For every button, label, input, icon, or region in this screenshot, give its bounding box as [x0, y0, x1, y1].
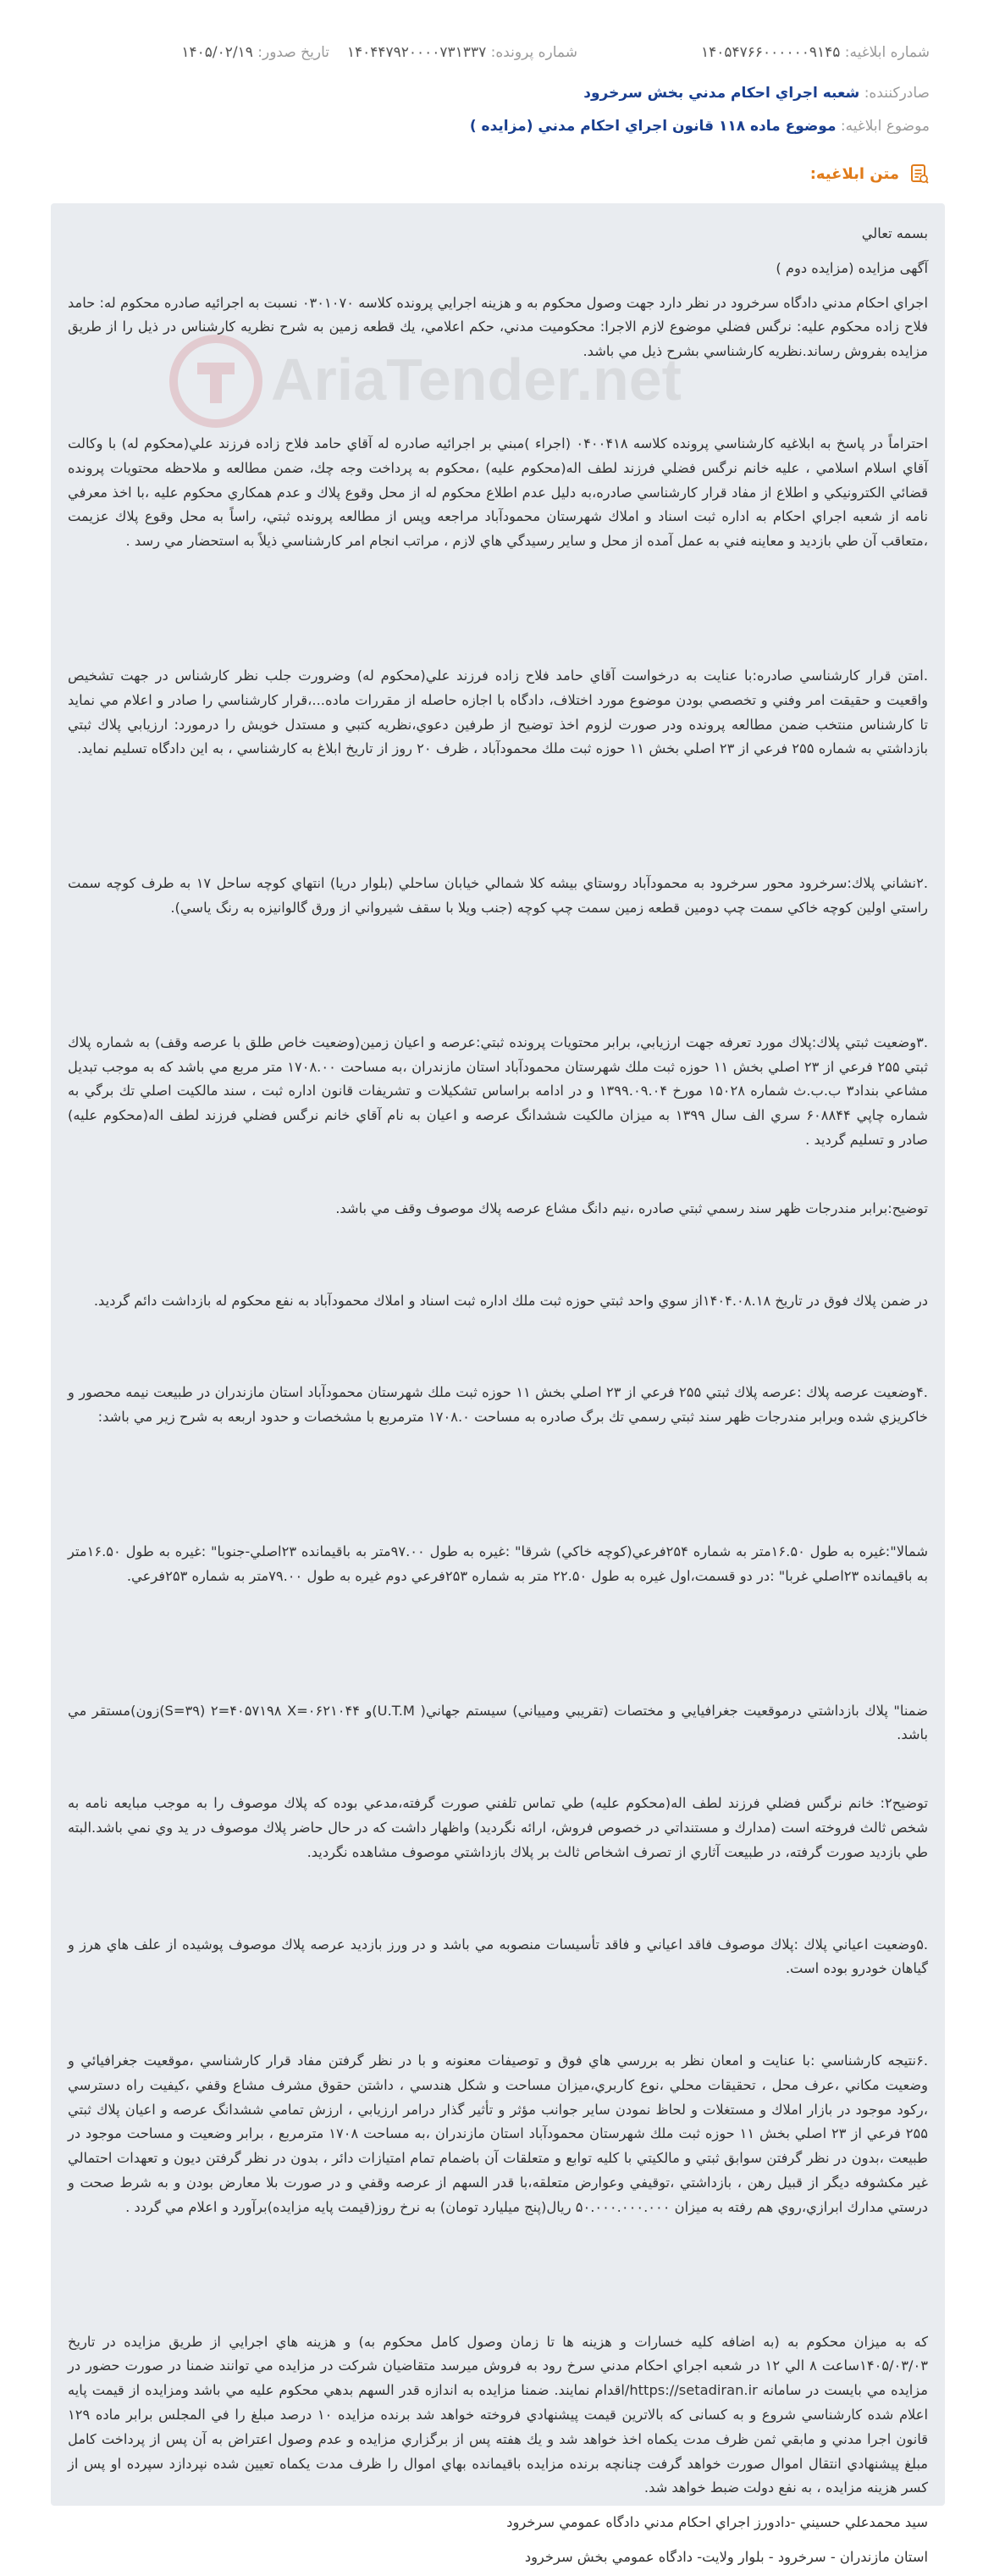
case-number — [347, 44, 577, 61]
case-number-value: ۱۴۰۴۴۷۹۲۰۰۰۰۷۳۱۳۳۷ — [346, 44, 487, 61]
notice-body-text — [68, 222, 928, 2570]
notice-meta-row — [0, 44, 994, 69]
paragraph-signature: سيد محمدعلي حسيني -دادورز اجراي احكام مدني دادگاه عمومي سرخرود — [506, 2514, 928, 2531]
subject-value: موضوع ماده ۱۱۸ قانون اجراي احكام مدني (مزايده ) — [469, 118, 837, 135]
sender-row — [583, 85, 930, 102]
subject-row — [470, 118, 930, 135]
paragraph-auction-title: آگهی مزایده (مزایده دوم ) — [776, 259, 928, 276]
subject-label: موضوع ابلاغیه: — [840, 118, 930, 135]
paragraph-address: .۲نشاني پلاك:سرخرود محور سرخرود به محمودآباد روستاي بيشه كلا شمالي خيابان ساحلي (بلوار دريا) انتهاي كوچه ساحل ۱۷ به طرف كوچه سمت راستي اولين كوچه خاكي سمت چپ دومين قطعه زمين سمت چپ كوچه (جنب ويلا با سقف شيرواني از ورق گالوانيزه به رنگ ياسي). — [68, 875, 928, 916]
paragraph-expert-reply: احتراماً در پاسخ به ابلاغيه كارشناسي پرونده كلاسه ۰۴۰۰۴۱۸ (اجراء )مبني بر اجرائيه صادره له آقاي حامد فلاح زاده فرزند علي(محكوم له) با وكالت آقاي اسلام اسلامي ، عليه خانم نرگس فضلي فرزند لطف اله(محكوم عليه) ،محكوم به پرداخت وجه چك، ضمن مطالعه و ملاحظه محتويات پرونده قضائي الكترونيكي و اطلاع از مفاد قرار كارشناسي صادره،به دليل عدم اطلاع محكوم له از محل وقوع پلاك و عدم همكاري محكوم عليه ،با اخذ معرفي نامه از شعبه اجراي احكام به اداره ثبت اسناد و املاك شهرستان محمودآباد مراجعه وپس از مطالعه پرونده ثبتي، راساً به محل وقوع پلاك عزيمت ،متعاقب آن طي بازديد و معاينه فني به عمل آمده از محل و ساير رسيدگي هاي لازم ، مراتب انجام امر كارشناسي ذيلاً به استحضار مي رسد . — [68, 435, 928, 550]
notice-body-box — [51, 203, 945, 2566]
issue-date-value: ۱۴۰۵/۰۲/۱۹ — [181, 44, 253, 61]
paragraph-intro: اجراي احكام مدني دادگاه سرخرود در نظر دارد جهت وصول محكوم به و هزينه اجرايي پرونده كلاسه ۰۳۰۱۰۷۰ نسبت به اجرائيه صادره محكوم له: حامد فلاح زاده محكوم عليه: نرگس فضلي موضوع لازم الاجرا: محكوميت مدني، حكم اعلامي، يك قطعه زمين به شرح نظريه كارشناس در ذيل را از طريق مزايده بفروش رساند.نظريه كارشناسي بشرح ذيل مي باشد. — [68, 294, 929, 360]
paragraph-buildings: .۵وضعيت اعياني پلاك :پلاك موصوف فاقد اعياني و فاقد تأسيسات منصوبه مي باشد و در ورز بازديد عرصه پلاك موصوف پوشيده از علف هاي هرز و گياهان خودرو بوده است. — [68, 1936, 928, 1977]
notice-number-label: شماره ابلاغیه: — [844, 44, 930, 61]
paragraph-note-2: توضيح۲: خانم نرگس فضلي فرزند لطف اله(محكوم عليه) طي تماس تلفني صورت گرفته،مدعي بوده كه پلاك موصوف را به موجب مبايعه نامه به شخص ثالث فروخته است (مدارك و مستنداتي در خصوص فروش، ارائه نگرديد) واظهار داشت كه در حال حاضر پلاك موصوف در يد وي نمي باشد.البته طي بازديد صورت گرفته، در طبيعت آثاري از تصرف اشخاص ثالث بر پلاك بازداشتي موصوف مشاهده نگرديد. — [68, 1795, 928, 1860]
paragraph-court-address: استان مازندران - سرخرود - بلوار ولايت- دادگاه عمومي بخش سرخرود — [524, 2549, 928, 2566]
paragraph-note-1: توضيح:برابر مندرجات ظهر سند رسمي ثبتي صادره ،نيم دانگ مشاع عرصه پلاك موصوف وقف مي باشد. — [335, 1199, 928, 1216]
paragraph-land-status: .۴وضعيت عرصه پلاك :عرصه پلاك ثبتي ۲۵۵ فرعي از ۲۳ اصلي بخش ۱۱ حوزه ثبت ملك شهرستان محمودآباد استان مازندران در طبيعت نيمه محصور و خاكريزي شده وبرابر مندرجات ظهر سند ثبتي رسمي تك برگ صادره به مساحت ۱۷۰۸.۰ مترمربع با مشخصات و حدود اربعه به شرح زير مي باشد: — [68, 1384, 928, 1426]
paragraph-order-text: .امتن قرار كارشناسي صادره:با عنايت به درخواست آقاي حامد فلاح زاده فرزند علي(محكوم له) وضرورت جلب نظر كارشناس در جهت تشخيص واقعيت و حقيقت امر وفني و تخصصي بودن موضوع مورد اختلاف، دادگاه با اجازه حاصله از مقررات ماده...،قرار كارشناسي را صادر و اعلام مي نمايد تا كارشناس منتخب ضمن مطالعه پرونده ودر صورت لزوم اخذ توضيح از طرفين دعوي،نظريه كتبي و مستدل خويش را درمورد: ارزيابي پلاك ثبتي بازداشتي به شماره ۲۵۵ فرعي از ۲۳ اصلي بخش ۱۱ حوزه ثبت ملك محمودآباد ، ظرف ۲۰ روز از تاريخ ابلاغ به كارشناسي ، به اين دادگاه تسليم نمايد. — [68, 667, 928, 757]
paragraph-coordinates: ضمنا" پلاك بازداشتي درموقعيت جغرافيايي و مختصات (تقريبي وميياني) سيستم جهاني( U.T.M)و S=۳۹) ۲=۴۰۵۷۱۹۸ X=۰۶۲۱۰۴۴)زون)مستقر مي باشد. — [68, 1702, 928, 1743]
paragraph-auction-terms: كه به ميزان محكوم به (به اضافه كليه خسارات و هزينه ها تا زمان وصول كامل محكوم به) و هزينه هاي اجرايي از طريق مزايده در تاريخ ۱۴۰۵/۰۳/۰۳ساعت ۸ الي ۱۲ در شعبه اجراي احكام مدني سرخ رود به فروش ميرسد متقاضيان شركت در مزايده مي توانند ضمنا در صورت حضور در مزايده مي بايست در سامانه https://setadiran.ir/اقدام نمايند. ضمنا مزايده به اندازه قدر السهم بدهي محكوم عليه مي باشد ومزايده از قيمت پايه اعلام شده كارشناسي شروع و به كسانی كه بالاترين قيمت پيشنهادي فروخته خواهد شد برنده مزايده ۱۰ درصد مبلغ را في المجلس برابر ماده ۱۲۹ قانون اجرا مدني و مابقي ثمن ظرف مدت يكماه اخذ خواهد شد و يك هفته پس از برگزاري مزايده و عدم وصول اعتراض به آن پس از پرداخت كامل مبلغ پيشنهادي انتقال اموال صورت خواهد گرفت چنانچه برنده مزايده باقيمانده بهاي اموال را ظرف مدت يكماه تعيين شده نپردازد سپرده او پس از كسر هزينه مزايده ، به نفع دولت ضبط خواهد شد. — [68, 2333, 929, 2496]
paragraph-registration: .۳وضعيت ثبتي پلاك:پلاك مورد تعرفه جهت ارزيابي، برابر محتويات پرونده ثبتي:عرصه و اعيان زمين(وضعيت خاص طلق با عرصه وقف) به شماره پلاك ثبتي ۲۵۵ فرعي از ۲۳ اصلي بخش ۱۱ حوزه ثبت ملك شهرستان محمودآباد استان مازندران ،به مساحت ۱۷۰۸.۰۰ متر مربع مي باشد كه به موجب تبديل مشاعي بنداد۳ ب.ب.ث شماره ۱۵۰۲۸ مورخ ۱۳۹۹.۰۹.۰۴ و در ادامه براساس تشكيلات و تشريفات قانون اداره ثبت ، سند مالكيت اصلي تك برگي به شماره چاپي ۶۰۸۸۴۴ سري الف سال ۱۳۹۹ به ميزان مالكيت ششدانگ عرصه و اعيان به نام آقاي خانم نرگس فضلي فرزند لطف اله(محكوم عليه) صادر و تسليم گرديد . — [68, 1033, 929, 1148]
issue-date — [181, 44, 329, 61]
issue-date-label: تاریخ صدور: — [257, 44, 329, 61]
paragraph-bismillah: بسمه تعالي — [861, 225, 928, 241]
document-icon — [908, 163, 930, 185]
notice-heading — [810, 163, 930, 185]
paragraph-seizure: در ضمن پلاك فوق در تاريخ ۱۴۰۴.۰۸.۱۸از سوي واحد ثبتي حوزه ثبت ملك اداره ثبت اسناد و املاك محمودآباد به نفع محكوم له بازداشت دائم گرديد. — [93, 1292, 928, 1309]
sender-value: شعبه اجراي احكام مدني بخش سرخرود — [583, 85, 860, 102]
notice-number-value: ۱۴۰۵۴۷۶۶۰۰۰۰۰۰۹۱۴۵ — [701, 44, 841, 61]
paragraph-boundaries: شمالا":غيره به طول ۱۶.۵۰متر به شماره ۲۵۴فرعي(كوچه خاكي) شرقا" :غيره به طول ۹۷.۰۰متر به باقيمانده ۲۳اصلي-جنوبا" :غيره به طول ۱۶.۵۰متر به باقيمانده ۲۳اصلي غربا" :در دو قسمت،اول غيره به طول ۲۲.۵۰ متر به شماره ۲۵۳فرعي دوم غيره به طول ۷۹.۰۰متر به شماره ۲۵۳فرعي. — [68, 1543, 929, 1584]
notice-title: متن ابلاغیه: — [809, 164, 899, 183]
paragraph-valuation: .۶نتيجه كارشناسي :با عنايت و امعان نظر به بررسي هاي فوق و توصيفات معنونه و با در نظر گرفتن مفاد قرار كارشناسي ،موقعيت جغرافيائي و وضعيت مكاني ،عرف محل ، تحقيقات محلي ،نوع كاربري،ميزان مساحت و شكل هندسي ، داشتن حقوق مشرف مشاع وقفي ،كيفيت راه دسترسي ،ركود موجود در بازار املاك و مستغلات و لحاظ نمودن ساير جوانب مؤثر و تأثير گذار درامر ارزيابي ، ارزش تمامي ششدانگ عرصه و اعيان پلاك ثبتي ۲۵۵ فرعي از ۲۳ اصلي بخش ۱۱ حوزه ثبت ملك شهرستان محمودآباد استان مازندران ،به مساحت ۱۷۰۸ مترمربع ، برابر وضعيت و مساحت موجود در طبيعت ،بدون در نظر گرفتن سوابق ثبتي و مالكيتي با كليه توابع و متعلقات آن باضمام تمام امتيازات دائر ، بدون در نظر گرفتن ديون و تعهدات احتمالي غير مكشوفه ديگر از قبيل رهن ، بازداشتي ،توقيفي وعوارض متعلقه،با قدر السهم از عرصه وقفي و در صورت بلا معارض بودن و به شرط صحت و درستي مدارك ابرازي،روي هم رفته به ميزان ۵۰.۰۰۰.۰۰۰.۰۰۰ ريال(پنج ميليارد تومان) به نرخ روز(قيمت پايه مزايده)برآورد و اعلام مي گردد . — [68, 2052, 929, 2215]
watermark-text: AriaTender.net — [271, 346, 682, 413]
case-number-label: شماره پرونده: — [490, 44, 577, 61]
sender-label: صادرکننده: — [864, 85, 930, 102]
notice-number — [701, 44, 930, 61]
